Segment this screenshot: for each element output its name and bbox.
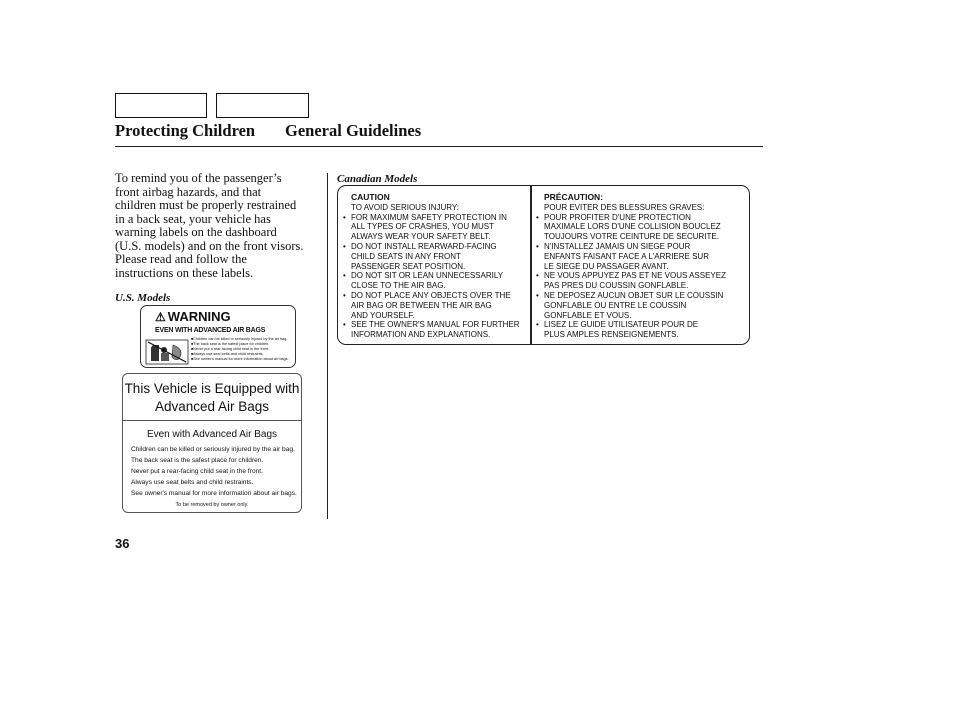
body-line: instructions on these labels. <box>115 265 254 280</box>
caution-bullet-line: GONFLABLE OU ENTRE LE COUSSIN <box>544 300 687 310</box>
header-rule <box>115 146 763 147</box>
caution-bullet-line: • LISEZ LE GUIDE UTILISATEUR POUR DE <box>536 320 726 330</box>
warning-line: ■ Always use seat belts and child restraints. <box>191 352 295 357</box>
caution-bullet-line: LE SIEGE DU PASSAGER AVANT. <box>544 261 669 271</box>
caution-bullet-line: • DO NOT INSTALL REARWARD-FACING <box>343 242 520 252</box>
warning-text <box>191 337 295 362</box>
visor-line: Always use seat belts and child restraints. <box>131 479 254 486</box>
warning-line: ■ Children can be killed or seriously injured by the air bag. <box>191 337 295 342</box>
column-divider <box>327 173 328 519</box>
caution-bullet-line: MAXIMALE LORS D'UNE COLLISION BOUCLEZ <box>544 222 721 232</box>
caution-bullet-line: CLOSE TO THE AIR BAG. <box>351 281 446 291</box>
precaution-title: PRÉCAUTION: <box>544 192 604 202</box>
caution-bullet-line: • NE DEPOSEZ AUCUN OBJET SUR LE COUSSIN <box>536 291 726 301</box>
visor-heading: This Vehicle is Equipped with Advanced Air Bags <box>124 381 300 414</box>
warning-line: ■ Never put a rear-facing child seat in the front. <box>191 347 295 352</box>
warning-line: ■ The back seat is the safest place for children. <box>191 342 295 347</box>
us-warning-label <box>140 305 296 368</box>
body-line: Please read and follow the <box>115 252 247 266</box>
section-title: Protecting Children <box>115 121 256 140</box>
caution-bullet-line: ALL TYPES OF CRASHES, YOU MUST <box>351 222 494 232</box>
body-line: in a back seat, your vehicle has <box>115 211 271 226</box>
caution-bullet-line: CHILD SEATS IN ANY FRONT <box>351 251 461 261</box>
caution-subtitle: TO AVOID SERIOUS INJURY: <box>351 202 460 212</box>
caution-bullet-line: • DO NOT SIT OR LEAN UNNECESSARILY <box>343 271 520 281</box>
visor-line: The back seat is the safest place for children. <box>131 457 264 464</box>
visor-subheading: Even with Advanced Air Bags <box>146 429 278 440</box>
caution-bullet-line: PLUS AMPLES RENSEIGNEMENTS. <box>544 330 679 340</box>
french-caution <box>536 193 726 340</box>
precaution-subtitle: POUR EVITER DES BLESSURES GRAVES: <box>544 202 705 212</box>
visor-line: See owner's manual for more information about air bags. <box>131 490 297 497</box>
body-line: children must be properly restrained <box>115 198 297 212</box>
caution-bullet-line: • FOR MAXIMUM SAFETY PROTECTION IN <box>343 213 520 223</box>
caution-title: CAUTION <box>351 192 390 202</box>
header-tab-2 <box>216 93 309 118</box>
body-line: warning labels on the dashboard <box>115 225 277 239</box>
body-line: To remind you of the passenger’s <box>115 171 282 185</box>
body-line: front airbag hazards, and that <box>115 184 262 199</box>
caution-bullet-line: PAS PRES DU COUSSIN GONFLABLE. <box>544 281 689 291</box>
caution-bullet-line: TOUJOURS VOTRE CEINTURE DE SECURITE. <box>544 232 719 242</box>
visor-line: Children can be killed or seriously injured by the air bag. <box>131 446 295 453</box>
visor-line: Never put a rear-facing child seat in the front. <box>131 468 263 475</box>
page-number: 36 <box>115 536 130 551</box>
caution-bullet-line: ENFANTS FAISANT FACE A L'ARRIERE SUR <box>544 251 709 261</box>
caution-bullet-line: ALWAYS WEAR YOUR SAFETY BELT. <box>351 232 491 242</box>
caution-bullet-line: • NE VOUS APPUYEZ PAS ET NE VOUS ASSEYEZ <box>536 271 726 281</box>
visor-text <box>131 444 297 499</box>
us-models-caption: U.S. Models <box>115 292 171 304</box>
header-tab-1 <box>115 93 207 118</box>
topic-title: General Guidelines <box>285 121 422 140</box>
label-divider <box>530 186 532 344</box>
us-visor-label <box>122 373 302 513</box>
caution-bullet-line: PASSENGER SEAT POSITION. <box>351 261 466 271</box>
visor-footer: To be removed by owner only. <box>175 502 249 508</box>
warning-subtitle: EVEN WITH ADVANCED AIR BAGS <box>155 327 266 334</box>
warning-line: ■ See owner's manual for more information about air bags. <box>191 357 295 362</box>
caution-bullet-line: • N'INSTALLEZ JAMAIS UN SIEGE POUR <box>536 242 726 252</box>
warning-title: ⚠ WARNING <box>155 309 231 324</box>
caution-bullet-line: INFORMATION AND EXPLANATIONS. <box>351 330 491 340</box>
caution-bullet-line: AND YOURSELF. <box>351 310 415 320</box>
visor-divider <box>123 420 301 421</box>
caution-bullet-line: AIR BAG OR BETWEEN THE AIR BAG <box>351 300 492 310</box>
canadian-models-caption: Canadian Models <box>337 173 418 185</box>
canadian-caution-label <box>337 185 750 345</box>
body-line: (U.S. models) and on the front visors. <box>115 238 304 253</box>
caution-bullet-line: • SEE THE OWNER'S MANUAL FOR FURTHER <box>343 320 520 330</box>
child-seat-airbag-icon <box>145 339 189 365</box>
caution-bullet-line: • POUR PROFITER D'UNE PROTECTION <box>536 213 726 223</box>
warning-triangle-icon: ⚠ <box>155 310 166 324</box>
caution-bullet-line: • DO NOT PLACE ANY OBJECTS OVER THE <box>343 291 520 301</box>
body-paragraph <box>115 172 325 280</box>
english-caution <box>343 193 520 340</box>
caution-bullet-line: GONFLABLE ET VOUS. <box>544 310 632 320</box>
